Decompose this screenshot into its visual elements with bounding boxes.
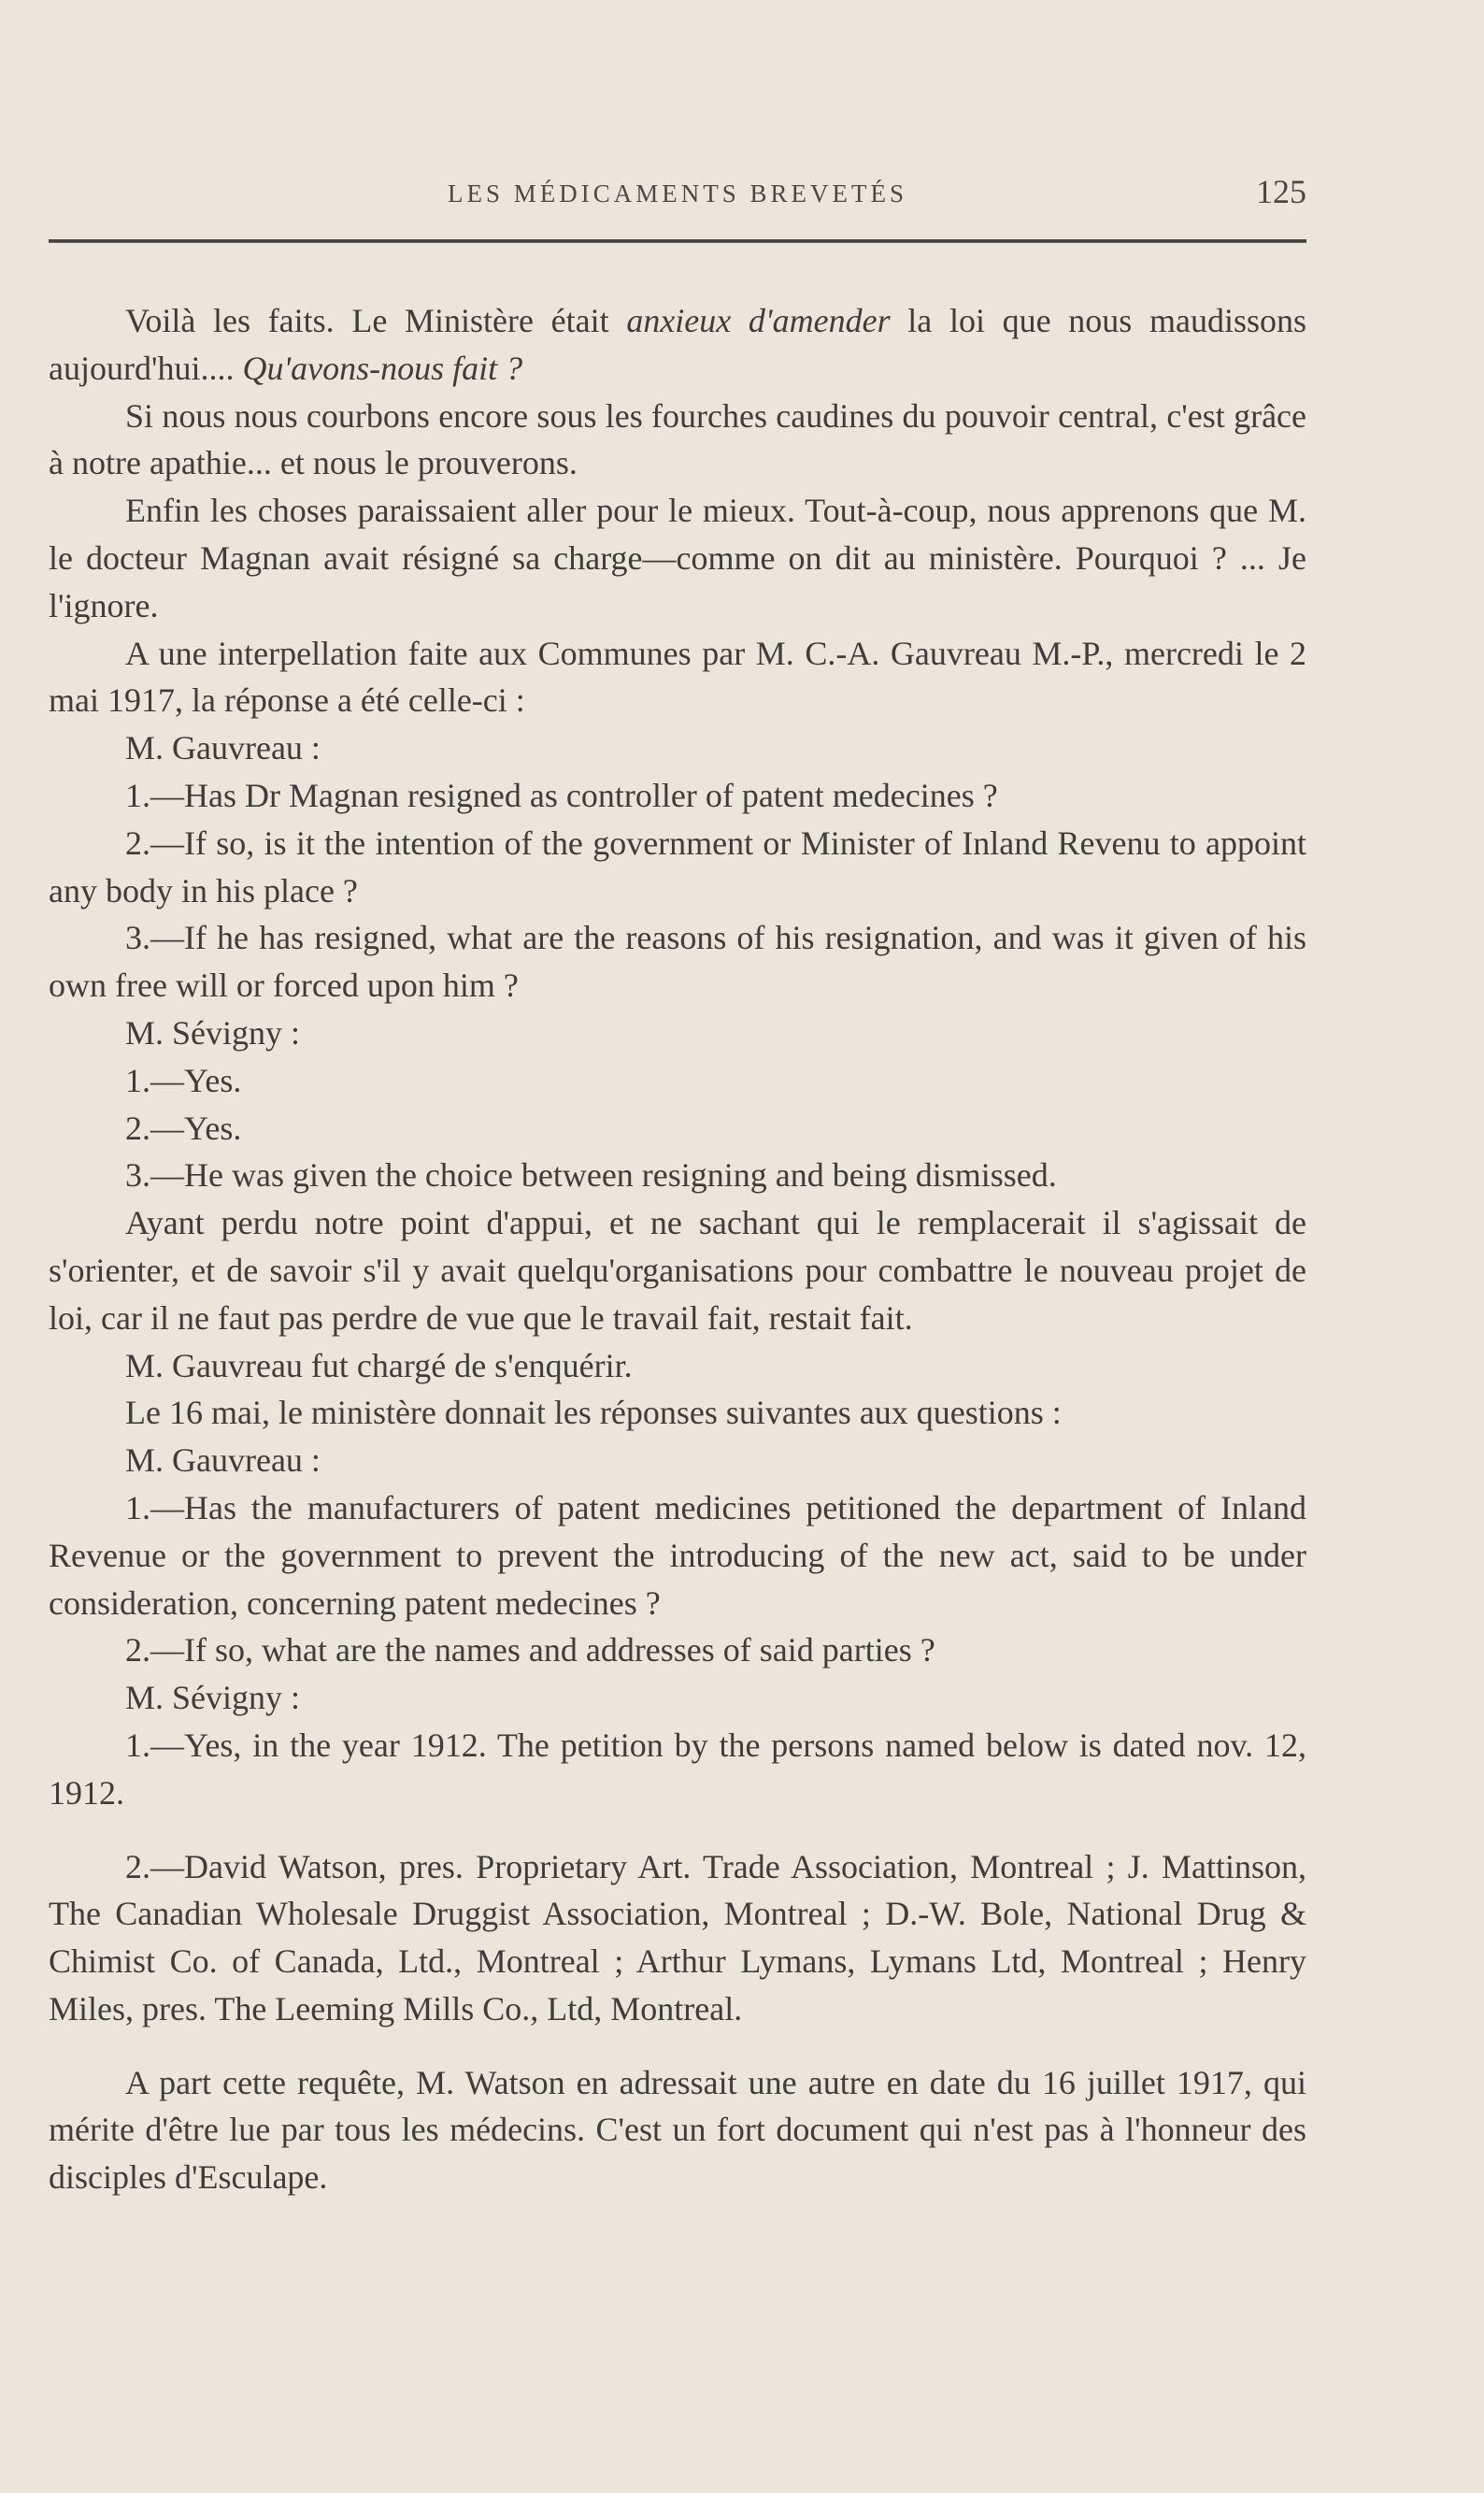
paragraph-text: 1.—Yes. <box>125 1061 242 1099</box>
paragraph <box>49 2059 1306 2201</box>
paragraph <box>49 724 1306 772</box>
paragraph <box>49 1437 1306 1484</box>
paragraph-text: M. Gauvreau : <box>125 1441 321 1480</box>
paragraph <box>49 1152 1306 1199</box>
paragraph <box>49 1626 1306 1674</box>
paragraph-text: Voilà les faits. Le Ministère était <box>125 302 627 339</box>
paragraph <box>49 1010 1306 1057</box>
paragraph-text: 3.—If he has resigned, what are the reasons of his resignation, and was it given of his own free will or forced upon him ? <box>49 919 1306 1005</box>
paragraph <box>49 1674 1306 1722</box>
paragraph <box>49 1105 1306 1153</box>
paragraph-text: la loi que nous maudissons aujourd'hui.... <box>49 302 1307 387</box>
paragraph <box>49 1199 1306 1341</box>
paragraph-text: Le 16 mai, le ministère donnait les réponses suivantes aux questions : <box>125 1394 1062 1432</box>
paragraph <box>49 1342 1306 1390</box>
paragraph-text: 1.—Has Dr Magnan resigned as controller of patent medecines ? <box>125 776 998 814</box>
paragraph-text: A part cette requête, M. Watson en adressait une autre en date du 16 juillet 1917, qui mérite d'être lue par tous les médecins. C'est un fort document qui n'est pas à l'honneur des disciples d'Esculape. <box>49 2063 1306 2197</box>
paragraph <box>49 820 1306 915</box>
paragraph <box>49 1484 1306 1626</box>
paragraph <box>49 487 1306 629</box>
italic-text: Qu'avons-nous fait ? <box>242 349 523 387</box>
paragraph-text: Ayant perdu notre point d'appui, et ne sachant qui le remplacerait il s'agissait de s'orienter, et de savoir s'il y avait quelqu'organisations pour combattre le nouveau projet de loi, car il ne faut pas perdre de vue que le travail fait, restait fait. <box>49 1204 1306 1337</box>
paragraph <box>49 772 1306 820</box>
italic-text: anxieux d'amender <box>626 302 891 339</box>
page-header <box>49 172 1306 213</box>
header-rule <box>49 239 1306 243</box>
page-number: 125 <box>1256 173 1306 210</box>
paragraph-text: 3.—He was given the choice between resigning and being dismissed. <box>125 1156 1057 1195</box>
paragraph <box>49 1057 1306 1105</box>
paragraph-text: M. Sévigny : <box>125 1013 301 1052</box>
paragraph-text: 1.—Yes, in the year 1912. The petition by the persons named below is dated nov. 12, 1912. <box>49 1726 1306 1812</box>
paragraph-text: 2.—If so, what are the names and addresses of said parties ? <box>125 1631 935 1669</box>
paragraph-text: Enfin les choses paraissaient aller pour le mieux. Tout-à-coup, nous apprenons que M. le docteur Magnan avait résigné sa charge—comme on dit au ministère. Pourquoi ? ... Je l'ignore. <box>49 492 1306 624</box>
paragraph <box>49 393 1306 488</box>
paragraph <box>49 1389 1306 1437</box>
paragraph <box>49 297 1306 393</box>
paragraph <box>49 1843 1306 2033</box>
paragraph-text: M. Sévigny : <box>125 1679 301 1717</box>
paragraph-text: 2.—David Watson, pres. Proprietary Art. Trade Association, Montreal ; J. Mattinson, The Canadian Wholesale Druggist Association, Montreal ; D.-W. Bole, National Drug & Chimist Co. of Canada, Ltd., Montreal ; Arthur Lymans, Lymans Ltd, Montreal ; Henry Miles, pres. The Leeming Mills Co., Ltd, Montreal. <box>49 1847 1306 2027</box>
paragraph-text: M. Gauvreau : <box>125 729 321 767</box>
paragraph <box>49 630 1306 725</box>
paragraph-text: Si nous nous courbons encore sous les fourches caudines du pouvoir central, c'est grâce à notre apathie... et nous le prouverons. <box>49 396 1306 482</box>
running-title: LES MÉDICAMENTS BREVETÉS <box>447 179 907 208</box>
paragraph-text: 2.—If so, is it the intention of the government or Minister of Inland Revenu to appoint any body in his place ? <box>49 824 1306 910</box>
paragraph-text: M. Gauvreau fut chargé de s'enquérir. <box>125 1346 633 1384</box>
paragraph <box>49 1722 1306 1817</box>
body-text <box>49 297 1306 2201</box>
paragraph-text: 1.—Has the manufacturers of patent medicines petitioned the department of Inland Revenue or the government to prevent the introducing of the new act, said to be under consideration, concerning patent medecines ? <box>49 1488 1306 1622</box>
paragraph <box>49 914 1306 1010</box>
paragraph-text: A une interpellation faite aux Communes par M. C.-A. Gauvreau M.-P., mercredi le 2 mai 1917, la réponse a été celle-ci : <box>49 634 1306 720</box>
paragraph-text: 2.—Yes. <box>125 1109 242 1147</box>
